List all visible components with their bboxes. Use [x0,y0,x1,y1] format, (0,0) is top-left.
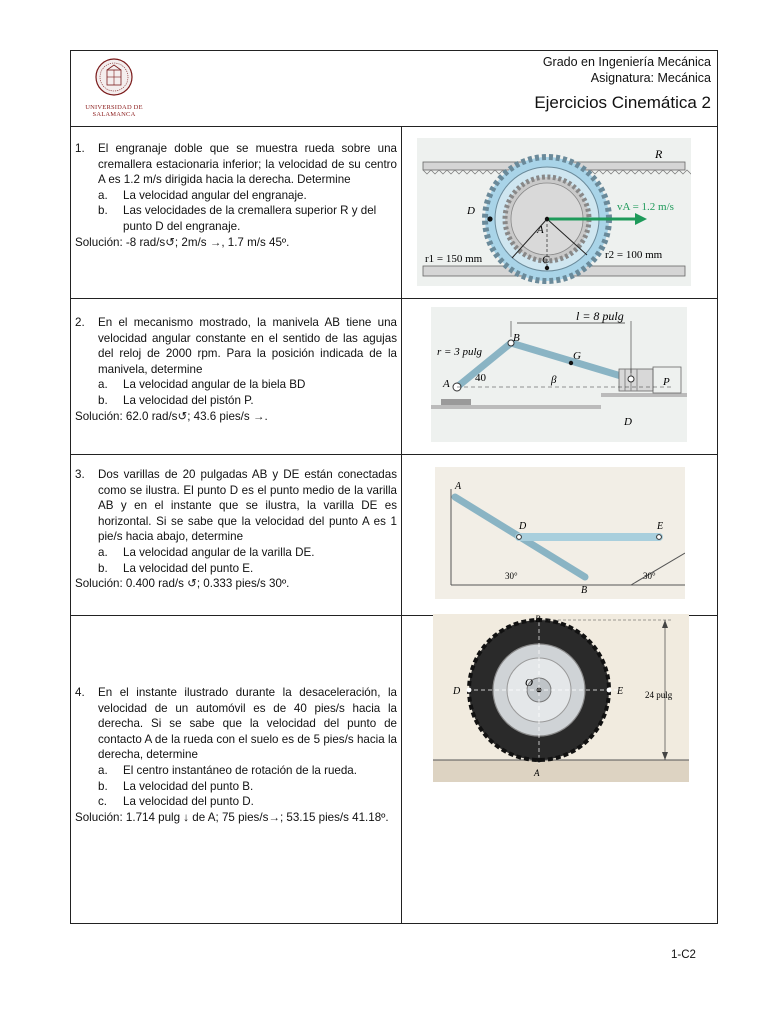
item-text: La velocidad del punto E. [123,561,254,575]
item-text: La velocidad angular del engranaje. [123,188,307,202]
item-marker: a. [98,763,108,777]
university-logo [81,57,147,118]
label-b: B [535,614,541,624]
label-e: E [617,686,624,697]
item-marker: a. [98,188,108,202]
item-marker: b. [98,561,108,575]
problem-text-3 [75,467,397,592]
label-g: G [573,350,581,362]
label-velocity: vA = 1.2 m/s [617,201,674,213]
subject-name: Asignatura: Mecánica [590,71,711,85]
item-text: El centro instantáneo de rotación de la rueda. [123,763,357,777]
label-o: O [525,677,533,689]
university-logo-text: UNIVERSIDAD DE SALAMANCA [85,104,143,118]
item-text: La velocidad del pistón P. [123,393,254,407]
item-text: La velocidad del punto B. [123,779,254,793]
problem-row-3 [71,455,717,616]
item-marker: b. [98,393,108,407]
item-text: Las velocidades de la cremallera superior R y del punto D del engranaje. [123,204,377,233]
label-r: r = 3 pulg [437,346,483,358]
label-angle-1: 30° [505,571,518,581]
label-d: D [453,686,461,697]
problem-text-2 [75,315,397,424]
wheel-figure [433,614,689,782]
label-b: B [513,332,520,344]
problem-number: 3. [75,468,85,481]
label-l: l = 8 pulg [576,309,624,323]
problem-text-1 [75,141,397,250]
header [71,51,717,127]
label-d: D [624,416,632,428]
item-text: La velocidad angular de la biela BD [123,378,306,392]
label-angle-2: 30° [643,571,656,581]
crank-piston-figure [431,307,687,442]
problem-row-1 [71,126,717,299]
problem-statement: En el mecanismo mostrado, la manivela AB tiene una velocidad angular constante en el sentido de las agujas del reloj de 2000 rpm. Para la posición indicada de la manivela, determine [98,316,397,376]
item-marker: a. [98,545,108,559]
label-a: A [534,768,540,778]
problem-row-2 [71,299,717,455]
problem-statement: El engranaje doble que se muestra rueda sobre una cremallera estacionaria inferior; la velocidad de su centro A es 1.2 m/s dirigida hacia la derecha. Determine [98,142,397,187]
item-text: La velocidad angular de la varilla DE. [123,545,315,559]
label-r2: r2 = 100 mm [605,249,663,261]
degree-name: Grado en Ingeniería Mecánica [542,55,711,69]
label-dimension: 24 pulg [645,690,673,700]
page-title: Ejercicios Cinemática 2 [534,93,711,112]
label-a: A [443,378,450,390]
page-number: 1-C2 [671,949,696,961]
label-e: E [657,521,664,532]
label-r1: r1 = 150 mm [425,253,483,265]
item-text: La velocidad del punto D. [123,795,254,809]
problem-number: 2. [75,316,85,329]
header-right [534,54,711,114]
problem-text-4 [75,685,397,825]
label-p: P [663,376,670,388]
problem-row-4 [71,616,717,924]
university-seal-icon [94,57,134,97]
label-r: R [655,147,663,161]
label-angle: 40 [475,372,486,384]
item-marker: a. [98,378,108,392]
label-c: C [542,254,550,266]
problem-statement: En el instante ilustrado durante la desaceleración, la velocidad de un automóvil es de 40 pies/s hacia la derecha. Si se sabe que la velocidad del punto de contacto A de la rueda con el suelo es de 5 pies/s hacia la derecha, determine [98,686,397,762]
solution-text: Solución: 62.0 rad/s↺; 43.6 pies/s →. [75,409,268,423]
solution-text: Solución: -8 rad/s↺; 2m/s →, 1.7 m/s 45º. [75,235,290,249]
gear-rack-figure [417,138,691,286]
item-marker: c. [98,795,108,809]
label-d: D [519,521,527,532]
label-a: A [537,224,544,236]
label-b: B [581,585,588,596]
label-d: D [467,205,475,217]
problem-number: 4. [75,686,85,699]
solution-text: Solución: 0.400 rad/s ↺; 0.333 pies/s 30º. [75,577,290,591]
solution-text: Solución: 1.714 pulg ↓ de A; 75 pies/s→; 53.15 pies/s 41.18º. [75,810,389,824]
problem-number: 1. [75,142,85,155]
item-marker: b. [98,779,108,793]
exercise-sheet [70,50,718,924]
item-marker: b. [98,204,108,218]
label-a: A [455,481,462,492]
problem-statement: Dos varillas de 20 pulgadas AB y DE están conectadas como se ilustra. El punto D es el punto medio de la varilla AB y en el instante que se ilustra, la varilla DE es horizontal. Si se sabe que la velocidad del punto A es 1 pie/s hacia abajo, determine [98,468,397,544]
two-rods-figure [435,467,685,599]
label-beta: β [551,374,557,386]
